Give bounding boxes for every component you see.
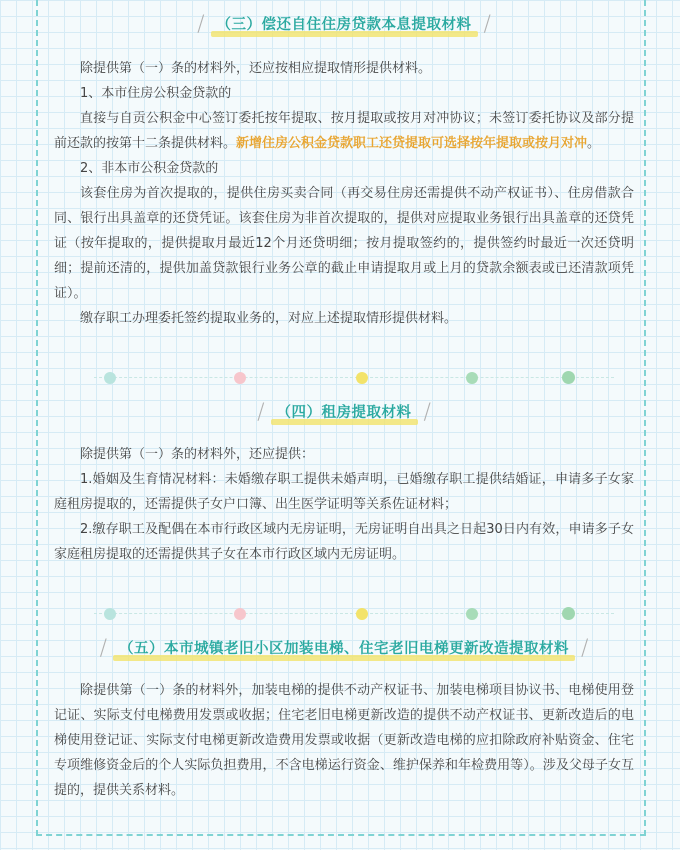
sec3-paragraph-4: 2、非本市公积金贷款的 xyxy=(80,161,219,176)
dot-icon xyxy=(562,371,575,384)
slash-right-icon: / xyxy=(483,12,491,37)
decorative-divider-2 xyxy=(94,604,614,624)
sec3-highlight: 新增住房公积金贷款职工还贷提取可选择按年提取或按月对冲 xyxy=(236,136,588,151)
section-5-header xyxy=(54,636,634,661)
slash-right-icon: / xyxy=(581,636,589,661)
section-4-title: （四）租房提取材料 xyxy=(271,401,418,424)
section-5-body xyxy=(54,678,634,803)
sec4-paragraph-2: 1.婚姻及生育情况材料：未婚缴存职工提供未婚声明，已婚缴存职工提供结婚证，申请多子女家庭租房提取的，还需提供子女户口簿、出生医学证明等关系佐证材料； xyxy=(54,472,634,512)
dot-icon xyxy=(562,607,575,620)
dot-icon xyxy=(234,608,246,620)
slash-left-icon: / xyxy=(197,12,205,37)
dot-icon xyxy=(466,608,478,620)
section-3-header xyxy=(54,12,634,37)
sec3-paragraph-3-end: 。 xyxy=(587,136,601,151)
dot-icon xyxy=(104,608,116,620)
divider-line xyxy=(94,613,614,614)
sec4-paragraph-3: 2.缴存职工及配偶在本市行政区域内无房证明，无房证明自出具之日起30日内有效，申请多子女家庭租房提取的还需提供其子女在本市行政区域内无房证明。 xyxy=(54,522,634,562)
sec3-paragraph-3 xyxy=(54,106,634,156)
sec3-paragraph-1: 除提供第（一）条的材料外，还应按相应提取情形提供材料。 xyxy=(80,61,432,76)
section-4-header xyxy=(54,400,634,425)
decorative-divider-1 xyxy=(94,368,614,388)
section-3-title: （三）偿还自住住房贷款本息提取材料 xyxy=(211,13,478,36)
sec5-paragraph-1: 除提供第（一）条的材料外，加装电梯的提供不动产权证书、加装电梯项目协议书、电梯使用登记证、实际支付电梯费用发票或收据；住宅老旧电梯更新改造的提供不动产权证书、更新改造后的电梯使用登记证、实际支付电梯更新改造费用发票或收据（更新改造电梯的应扣除政府补贴资金、住宅专项维修资金后的个人实际负担费用，不含电梯运行资金、维护保养和年检费用等）。涉及父母子女互提的，提供关系材料。 xyxy=(54,683,634,798)
sec3-paragraph-3-text: 直接与自贡公积金中心签订委托按年提取、按月提取或按月对冲协议；未签订委托协议及部分提前还款的按第十二条提供材料。 xyxy=(54,111,634,151)
dot-icon xyxy=(234,372,246,384)
section-4-body xyxy=(54,442,634,567)
dot-icon xyxy=(466,372,478,384)
sec3-paragraph-6: 缴存职工办理委托签约提取业务的，对应上述提取情形提供材料。 xyxy=(80,311,458,326)
dot-icon xyxy=(356,372,368,384)
dot-icon xyxy=(104,372,116,384)
sec3-paragraph-5: 该套住房为首次提取的，提供住房买卖合同（再交易住房还需提供不动产权证书）、住房借款合同、银行出具盖章的还贷凭证。该套住房为非首次提取的，提供对应提取业务银行出具盖章的还贷凭证（按年提取的，提供提取月最近12个月还贷明细；按月提取签约的，提供签约时最近一次还贷明细；提前还清的，提供加盖贷款银行业务公章的截止申请提取月或上月的贷款余额表或已还清款项凭证）。 xyxy=(54,186,634,301)
divider-line xyxy=(94,377,614,378)
slash-right-icon: / xyxy=(423,400,431,425)
slash-left-icon: / xyxy=(257,400,265,425)
dot-icon xyxy=(356,608,368,620)
slash-left-icon: / xyxy=(99,636,107,661)
sec3-paragraph-2: 1、本市住房公积金贷款的 xyxy=(80,86,232,101)
sec4-paragraph-1: 除提供第（一）条的材料外，还应提供： xyxy=(80,447,315,462)
section-3-body xyxy=(54,56,634,331)
section-5-title: （五）本市城镇老旧小区加装电梯、住宅老旧电梯更新改造提取材料 xyxy=(113,637,575,660)
